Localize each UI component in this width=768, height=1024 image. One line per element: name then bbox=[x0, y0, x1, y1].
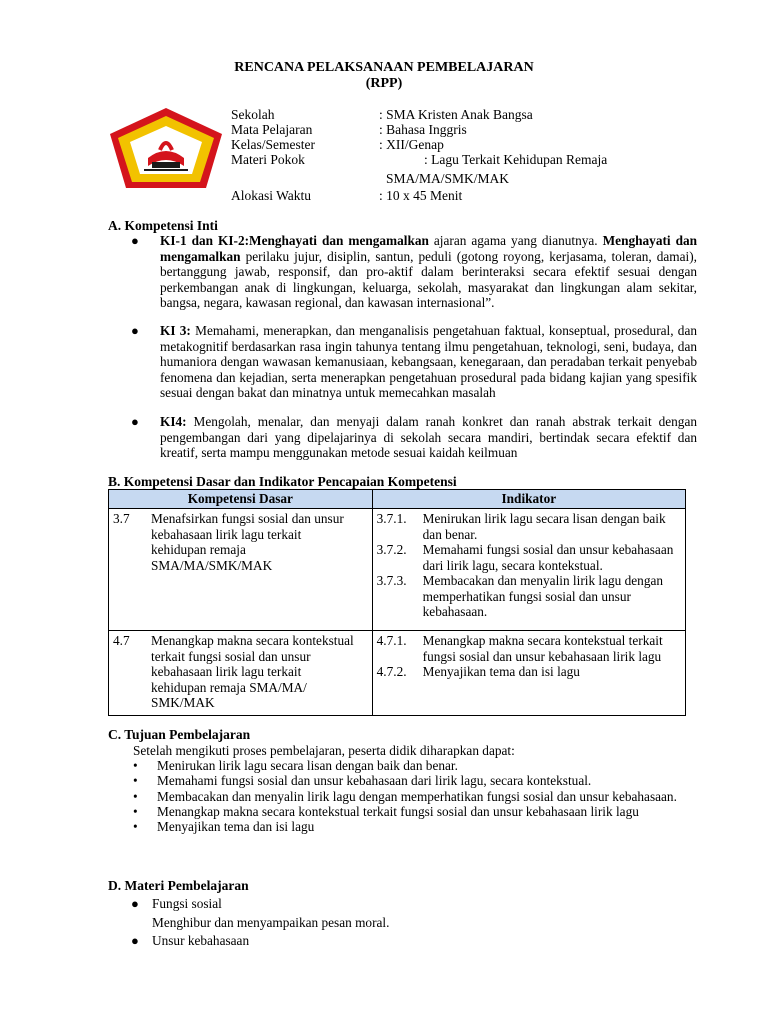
time-label: Alokasi Waktu bbox=[231, 188, 312, 203]
indicator-cell bbox=[372, 631, 685, 716]
class-value: : XII/Genap bbox=[379, 137, 444, 152]
kd-text: Menangkap makna secara kontekstual terkait fungsi sosial dan unsur kebahasaan lirik lagu terkait kehidupan remaja SMA/MA/ SMK/MAK bbox=[151, 633, 354, 710]
material-bullet-icon: ● bbox=[131, 933, 139, 948]
ki12-bold2: Menghayati dan mengamalkan bbox=[160, 233, 698, 264]
ki3-bold: KI 3: bbox=[160, 323, 191, 338]
document-title: RENCANA PELAKSANAAN PEMBELAJARAN bbox=[234, 60, 534, 75]
list-item bbox=[133, 773, 689, 788]
school-label: Sekolah bbox=[231, 107, 275, 122]
class-label: Kelas/Semester bbox=[231, 137, 315, 152]
list-item bbox=[133, 804, 689, 819]
indicator-item bbox=[377, 633, 681, 664]
kd-cell bbox=[109, 631, 373, 716]
list-item bbox=[133, 819, 689, 834]
objective-text: Menyajikan tema dan isi lagu bbox=[157, 819, 315, 835]
objective-text: Memahami fungsi sosial dan unsur kebahasaan dari lirik lagu, secara kontekstual. bbox=[157, 773, 592, 789]
bullet-icon: • bbox=[133, 803, 138, 819]
indicator-text: Menyajikan tema dan isi lagu bbox=[422, 664, 580, 679]
ki4-bullet-icon: ● bbox=[131, 414, 139, 429]
topic-label: Materi Pokok bbox=[231, 152, 305, 167]
time-value: : 10 x 45 Menit bbox=[379, 188, 463, 203]
table-row bbox=[109, 631, 686, 716]
ki12-paragraph bbox=[160, 233, 697, 311]
ki4-paragraph bbox=[160, 414, 697, 461]
indicator-item bbox=[377, 573, 681, 620]
section-c-heading: C. Tujuan Pembelajaran bbox=[108, 727, 251, 742]
bullet-icon: • bbox=[133, 788, 138, 804]
indicator-number: 4.7.2. bbox=[376, 664, 407, 679]
document-subtitle: (RPP) bbox=[365, 76, 403, 91]
objectives-list bbox=[133, 758, 689, 834]
school-value: : SMA Kristen Anak Bangsa bbox=[379, 107, 533, 122]
objective-text: Menirukan lirik lagu secara lisan dengan baik dan benar. bbox=[157, 758, 458, 773]
competency-table bbox=[108, 489, 686, 716]
ki4-bold: KI4: bbox=[160, 414, 187, 429]
kd-number: 4.7 bbox=[113, 633, 130, 648]
list-item bbox=[133, 789, 689, 804]
list-item bbox=[133, 758, 689, 773]
bullet-icon: • bbox=[133, 773, 138, 789]
col-header-indicator: Indikator bbox=[372, 490, 685, 509]
topic-value-cont: SMA/MA/SMK/MAK bbox=[386, 171, 510, 186]
ki12-text: ajaran agama yang dianutnya. bbox=[428, 233, 603, 248]
ki12-bold: KI-1 dan KI-2:Menghayati dan mengamalkan bbox=[160, 233, 429, 248]
ki12-text2: perilaku jujur, disiplin, santun, peduli (gotong royong, kerjasama, toleran, damai), bertanggung jawab, responsif, dan pro-aktif dalam berinteraksi secara efektif sesuai dengan perkembangan anak di lingkungan, keluarga, sekolah, masyarakat dan lingkungan alam sekitar, bangsa, negara, kawasan regional, dan kawasan internasional”. bbox=[160, 248, 697, 310]
bullet-icon: • bbox=[133, 758, 138, 773]
section-a-heading: A. Kompetensi Inti bbox=[108, 218, 218, 233]
ki12-bullet-icon: ● bbox=[131, 233, 139, 248]
material-item: Fungsi sosial bbox=[152, 896, 222, 911]
indicator-number: 3.7.1. bbox=[376, 511, 407, 526]
ki3-text: Memahami, menerapkan, dan menganalisis pengetahuan faktual, konseptual, prosedural, dan metakognitif berdasarkan rasa ingin tahunya tentang ilmu pengetahuan, teknologi, seni, budaya, dan humaniora dengan wawasan kemanusiaan, kebangsaan, kenegaraan, dan peradaban terkait penyebab fenomena dan kejadian, serta menerapkan pengetahuan prosedural pada bidang kajian yang spesifik sesuai dengan bakat dan minatnya untuk memecahkan masalah bbox=[160, 323, 697, 400]
indicator-text: Memahami fungsi sosial dan unsur kebahasaan dari lirik lagu, secara kontekstual. bbox=[422, 542, 674, 573]
topic-value: : Lagu Terkait Kehidupan Remaja bbox=[424, 152, 608, 167]
subject-label: Mata Pelajaran bbox=[231, 122, 313, 137]
material-bullet-icon: ● bbox=[131, 896, 139, 911]
subject-value: : Bahasa Inggris bbox=[379, 122, 467, 137]
table-header-row bbox=[109, 490, 686, 509]
indicator-item bbox=[377, 542, 681, 573]
indicator-item bbox=[377, 511, 681, 542]
indicator-cell bbox=[372, 509, 685, 631]
indicator-text: Membacakan dan menyalin lirik lagu dengan memperhatikan fungsi sosial dan unsur kebahasaan. bbox=[422, 573, 664, 619]
bullet-icon: • bbox=[133, 819, 138, 835]
material-description: Menghibur dan menyampaikan pesan moral. bbox=[152, 915, 390, 930]
indicator-text: Menirukan lirik lagu secara lisan dengan baik dan benar. bbox=[422, 511, 666, 542]
table-row bbox=[109, 509, 686, 631]
material-item: Unsur kebahasaan bbox=[152, 933, 250, 948]
col-header-kd: Kompetensi Dasar bbox=[109, 490, 373, 509]
kd-text: Menafsirkan fungsi sosial dan unsur kebahasaan lirik lagu terkait kehidupan remaja SMA/MA/SMK/MAK bbox=[151, 511, 344, 573]
ki4-text: Mengolah, menalar, dan menyaji dalam ranah konkret dan ranah abstrak terkait dengan pengembangan dari yang dipelajarinya di sekolah secara mandiri, bertindak secara efektif dan kreatif, serta mampu menggunakan metode sesuai kaidah keilmuan bbox=[160, 414, 697, 460]
indicator-number: 3.7.2. bbox=[376, 542, 407, 557]
school-logo bbox=[108, 106, 224, 190]
ki3-paragraph bbox=[160, 323, 697, 401]
indicator-item bbox=[377, 664, 681, 680]
ki3-bullet-icon: ● bbox=[131, 323, 139, 338]
objective-text: Membacakan dan menyalin lirik lagu dengan memperhatikan fungsi sosial dan unsur kebahasaan. bbox=[157, 788, 677, 804]
indicator-text: Menangkap makna secara kontekstual terkait fungsi sosial dan unsur kebahasaan lirik lagu bbox=[422, 633, 663, 664]
kd-cell bbox=[109, 509, 373, 631]
objective-text: Menangkap makna secara kontekstual terkait fungsi sosial dan unsur kebahasaan lirik lagu bbox=[157, 803, 639, 819]
indicator-number: 4.7.1. bbox=[376, 633, 407, 648]
section-c-intro: Setelah mengikuti proses pembelajaran, peserta didik diharapkan dapat: bbox=[133, 743, 515, 758]
kd-number: 3.7 bbox=[113, 511, 130, 526]
section-b-heading: B. Kompetensi Dasar dan Indikator Pencapaian Kompetensi bbox=[108, 474, 457, 489]
section-d-heading: D. Materi Pembelajaran bbox=[108, 878, 249, 893]
indicator-number: 3.7.3. bbox=[376, 573, 407, 588]
